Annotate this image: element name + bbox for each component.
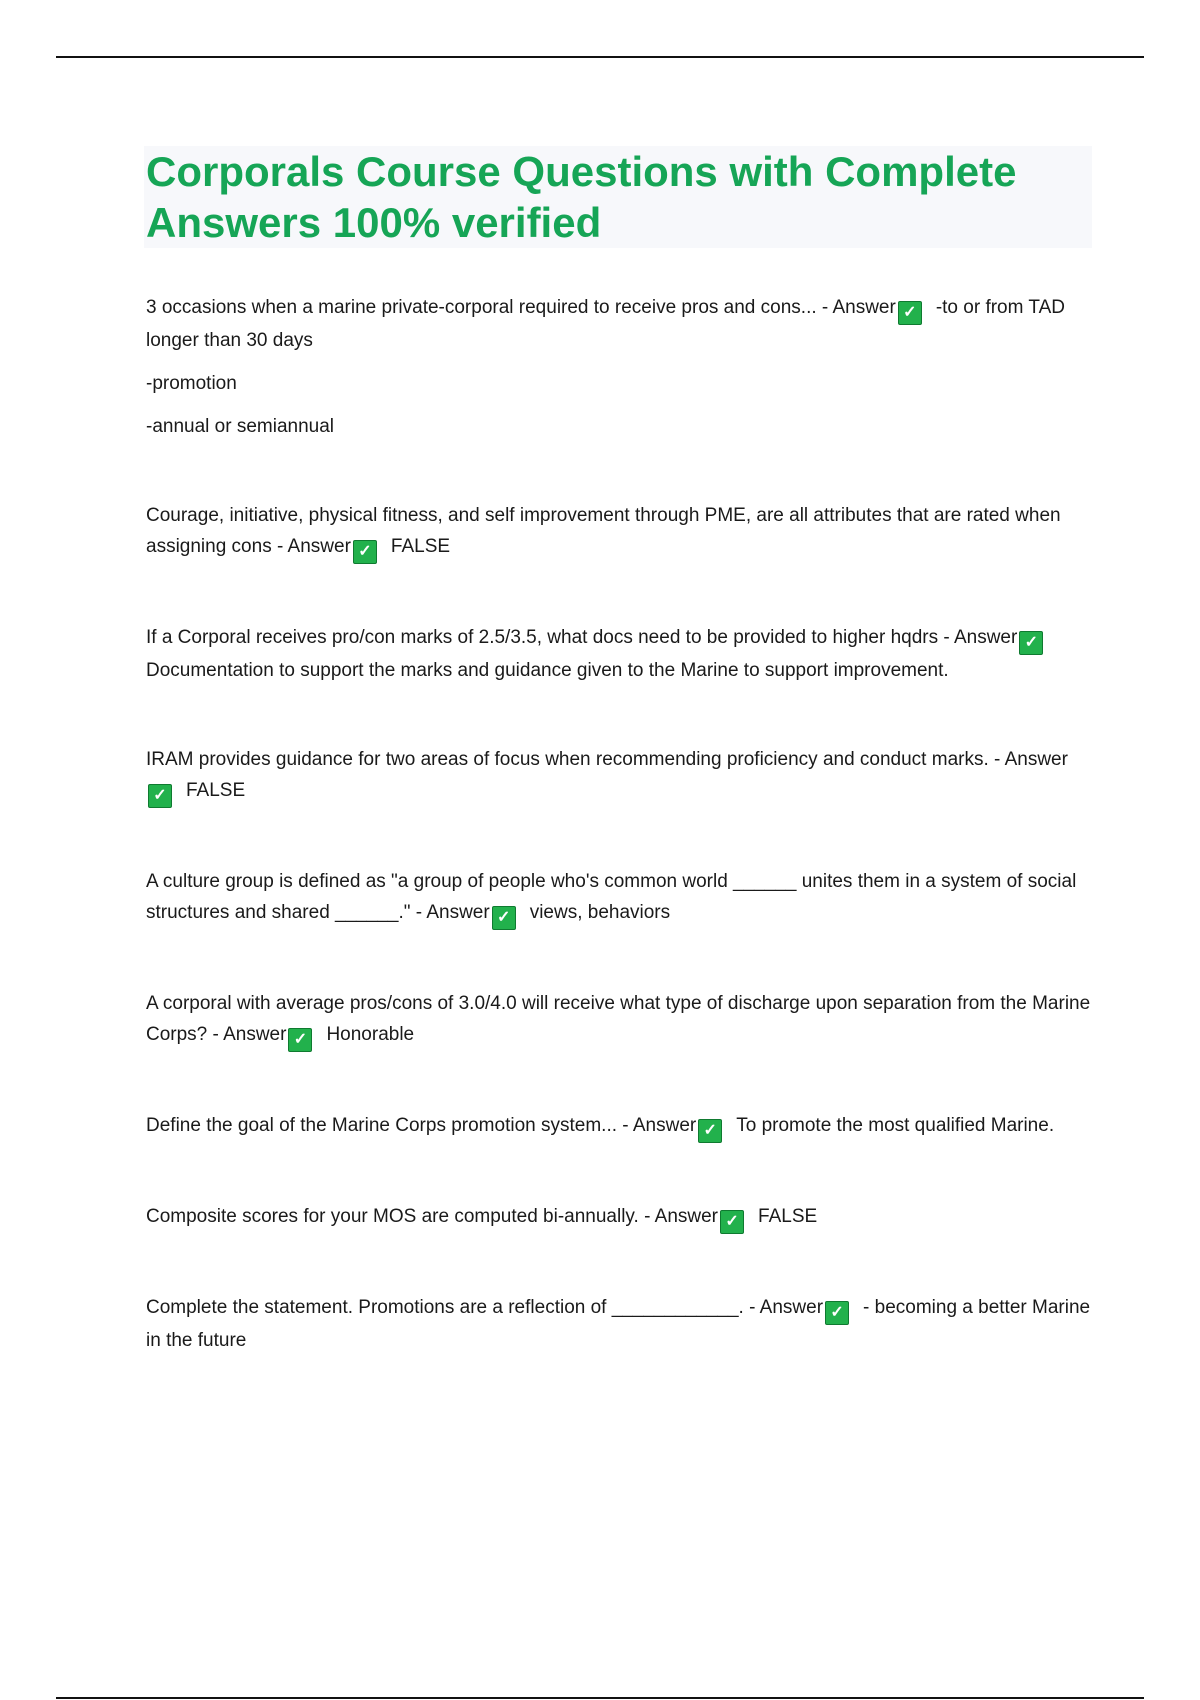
question-text: 3 occasions when a marine private-corporal required to receive pros and cons... bbox=[146, 297, 817, 318]
answer-text: Honorable bbox=[326, 1024, 415, 1045]
answer-text: FALSE bbox=[390, 536, 451, 557]
question-text: Complete the statement. Promotions are a reflection of ____________. bbox=[146, 1297, 744, 1318]
answer-marker: - Answer bbox=[415, 902, 490, 923]
check-icon: ✓ bbox=[720, 1210, 744, 1234]
qa-item bbox=[146, 500, 1092, 564]
answer-marker: - Answer bbox=[943, 627, 1018, 648]
question-text: Courage, initiative, physical fitness, and self improvement through PME, are all attributes that are rated when assigning cons bbox=[146, 505, 1061, 557]
qa-item bbox=[146, 1292, 1092, 1356]
check-icon: ✓ bbox=[898, 301, 922, 325]
answer-marker: - Answer bbox=[821, 297, 896, 318]
answer-text: -to or from TAD longer than 30 days bbox=[146, 297, 1065, 351]
check-icon: ✓ bbox=[698, 1119, 722, 1143]
answer-text: Documentation to support the marks and guidance given to the Marine to support improvement. bbox=[146, 660, 949, 681]
question-text: If a Corporal receives pro/con marks of 2.5/3.5, what docs need to be provided to higher hqdrs bbox=[146, 627, 939, 648]
answer-marker: - Answer bbox=[994, 749, 1068, 770]
answer-marker: - Answer bbox=[622, 1115, 697, 1136]
check-icon: ✓ bbox=[1019, 631, 1043, 655]
qa-item bbox=[146, 988, 1092, 1052]
check-icon: ✓ bbox=[148, 784, 172, 808]
answer-text: To promote the most qualified Marine. bbox=[736, 1115, 1055, 1136]
answer-text: FALSE bbox=[758, 1206, 818, 1227]
title-block bbox=[144, 146, 1092, 248]
answer-marker: - Answer bbox=[749, 1297, 824, 1318]
check-icon: ✓ bbox=[288, 1028, 312, 1052]
top-rule bbox=[56, 56, 1144, 58]
check-icon: ✓ bbox=[353, 540, 377, 564]
answer-extra-line: -promotion bbox=[146, 373, 237, 394]
answer-text: views, behaviors bbox=[529, 902, 671, 923]
question-text: A culture group is defined as "a group of people who's common world ______ unites them in a system of social structures and shared ______." bbox=[146, 871, 1077, 923]
answer-extra-line: -annual or semiannual bbox=[146, 416, 335, 437]
qa-item bbox=[146, 866, 1092, 930]
answer-marker: - Answer bbox=[212, 1024, 287, 1045]
check-icon: ✓ bbox=[825, 1301, 849, 1325]
bottom-rule bbox=[56, 1697, 1144, 1699]
answer-text: - becoming a better Marine in the future bbox=[146, 1297, 1091, 1351]
answer-marker: - Answer bbox=[276, 536, 351, 557]
qa-item bbox=[146, 1201, 1092, 1234]
qa-item bbox=[146, 622, 1092, 686]
title-line-2: Answers 100% verified bbox=[146, 199, 602, 246]
question-text: IRAM provides guidance for two areas of focus when recommending proficiency and conduct marks. bbox=[146, 749, 989, 770]
question-text: Composite scores for your MOS are computed bi-annually. bbox=[146, 1206, 639, 1227]
title-line-1: Corporals Course Questions with Complete bbox=[146, 148, 1017, 195]
answer-marker: - Answer bbox=[644, 1206, 719, 1227]
question-text: A corporal with average pros/cons of 3.0/4.0 will receive what type of discharge upon separation from the Marine Corps? bbox=[146, 993, 1091, 1045]
qa-list bbox=[146, 292, 1092, 1414]
check-icon: ✓ bbox=[492, 906, 516, 930]
answer-text: FALSE bbox=[186, 780, 246, 801]
document-title bbox=[146, 146, 1092, 248]
qa-item bbox=[146, 1110, 1092, 1143]
qa-item bbox=[146, 744, 1092, 808]
qa-item bbox=[146, 292, 1092, 442]
question-text: Define the goal of the Marine Corps promotion system... bbox=[146, 1115, 618, 1136]
